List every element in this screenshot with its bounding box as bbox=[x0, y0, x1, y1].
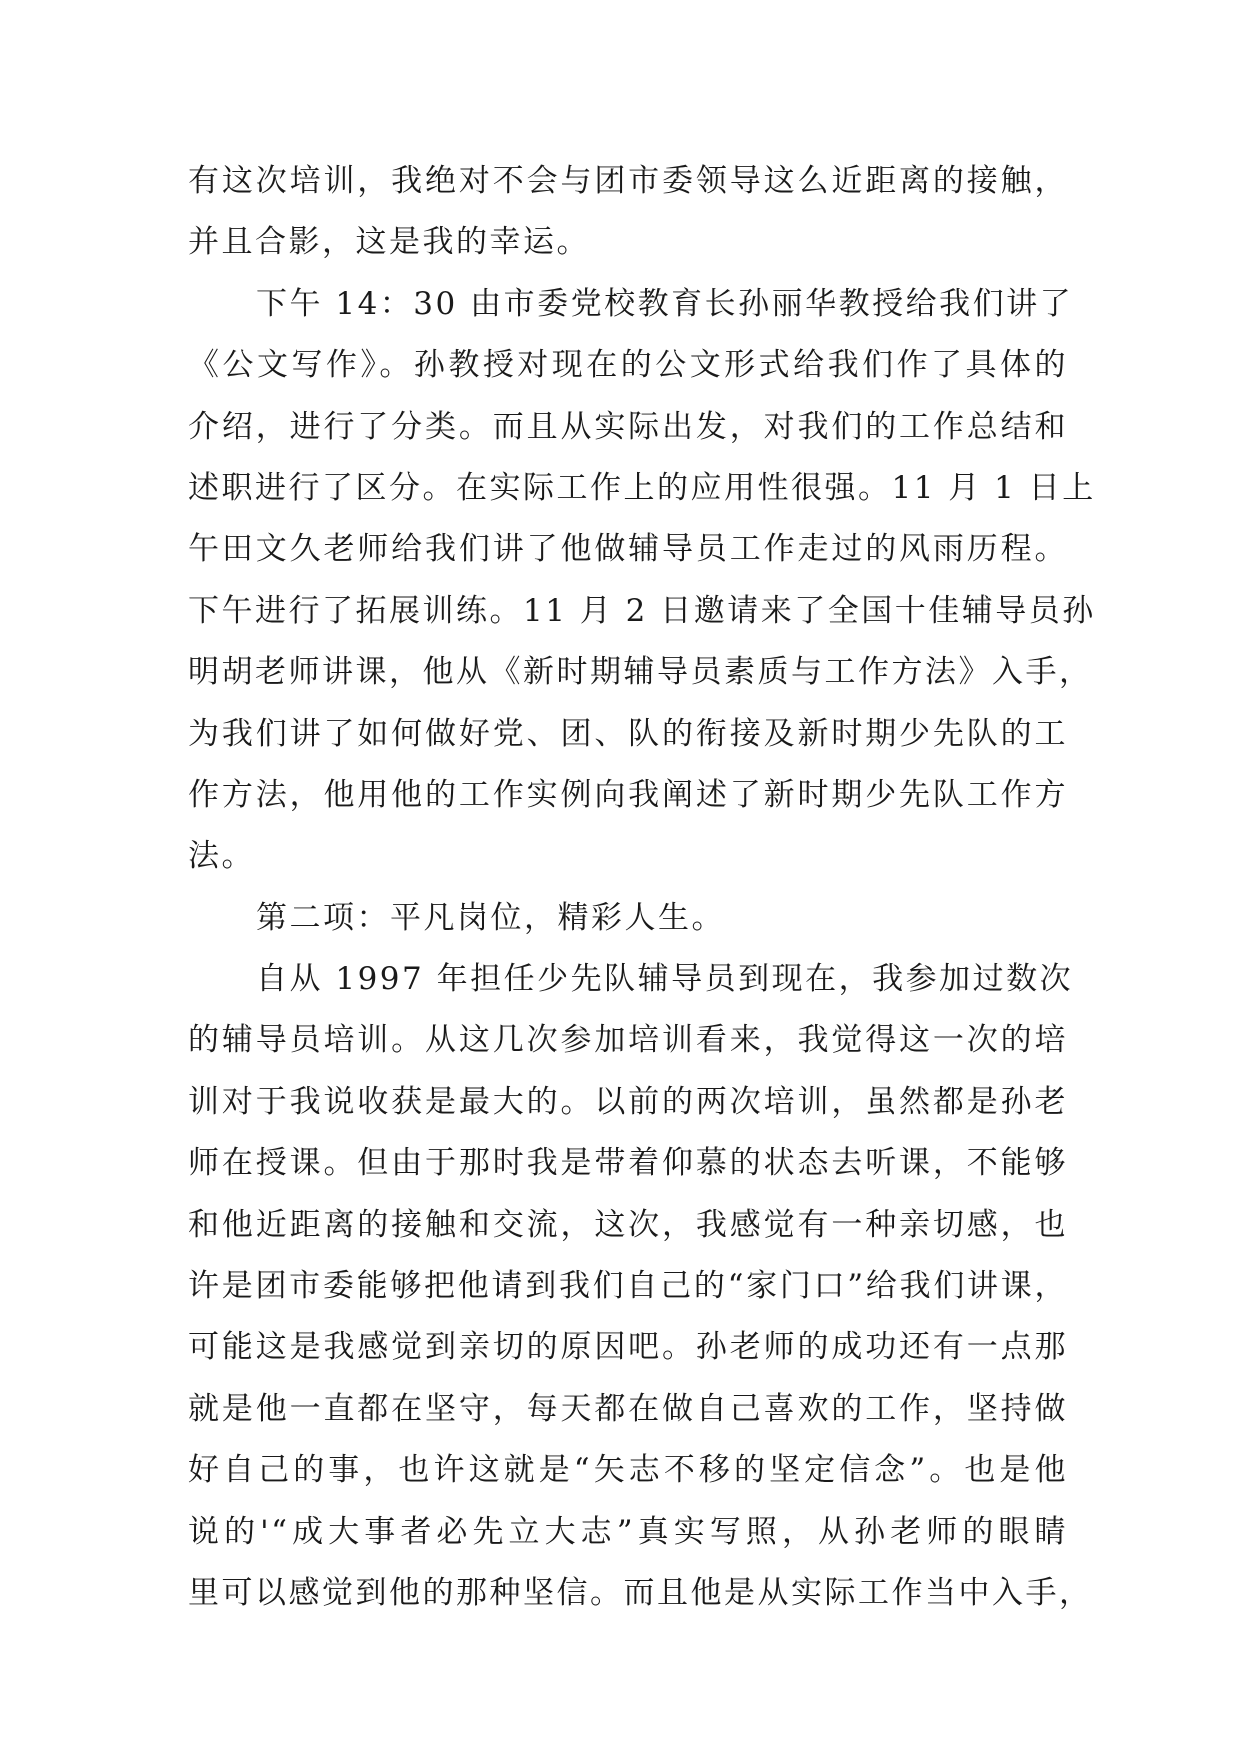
text-line: 可能这是我感觉到亲切的原因吧。孙老师的成功还有一点那 bbox=[188, 1329, 1068, 1366]
text-line: 作方法，他用他的工作实例向我阐述了新时期少先队工作方 bbox=[188, 776, 1068, 813]
text-line: 有这次培训，我绝对不会与团市委领导这么近距离的接触， bbox=[188, 163, 1068, 199]
text-line: 下午进行了拓展训练。11 月 2 日邀请来了全国十佳辅导员孙 bbox=[188, 592, 1096, 629]
text-line: 《公文写作》。孙教授对现在的公文形式给我们作了具体的 bbox=[188, 347, 1068, 384]
text-line: 好自己的事，也许这就是“矢志不移的坚定信念”。也是他 bbox=[188, 1452, 1068, 1489]
text-line: 介绍，进行了分类。而且从实际出发，对我们的工作总结和 bbox=[188, 408, 1068, 445]
paragraph-start-line: 下午 14：30 由市委党校教育长孙丽华教授给我们讲了 bbox=[256, 285, 1074, 322]
text-line: 说的'“成大事者必先立大志”真实写照，从孙老师的眼睛 bbox=[188, 1513, 1068, 1550]
text-line: 师在授课。但由于那时我是带着仰慕的状态去听课，不能够 bbox=[188, 1145, 1068, 1182]
text-line: 就是他一直都在坚守，每天都在做自己喜欢的工作，坚持做 bbox=[188, 1390, 1068, 1427]
text-line: 述职进行了区分。在实际工作上的应用性很强。11 月 1 日上 bbox=[188, 469, 1096, 506]
text-line: 午田文久老师给我们讲了他做辅导员工作走过的风雨历程。 bbox=[188, 531, 1068, 568]
text-line: 明胡老师讲课，他从《新时期辅导员素质与工作方法》入手， bbox=[188, 654, 1093, 691]
text-line: 和他近距离的接触和交流，这次，我感觉有一种亲切感，也 bbox=[188, 1206, 1068, 1243]
text-line: 的辅导员培训。从这几次参加培训看来，我觉得这一次的培 bbox=[188, 1022, 1068, 1059]
paragraph-start-line: 自从 1997 年担任少先队辅导员到现在，我参加过数次 bbox=[256, 961, 1074, 998]
text-line: 许是团市委能够把他请到我们自己的“家门口”给我们讲课， bbox=[188, 1268, 1068, 1305]
text-line: 为我们讲了如何做好党、团、队的衔接及新时期少先队的工 bbox=[188, 715, 1068, 752]
section-heading: 第二项：平凡岗位，精彩人生。 bbox=[256, 899, 725, 936]
text-line: 法。 bbox=[188, 838, 255, 875]
text-line: 并且合影，这是我的幸运。 bbox=[188, 224, 590, 261]
text-line: 训对于我说收获是最大的。以前的两次培训，虽然都是孙老 bbox=[188, 1083, 1068, 1120]
body-text bbox=[188, 151, 1096, 1624]
text-line: 里可以感觉到他的那种坚信。而且他是从实际工作当中入手， bbox=[188, 1574, 1093, 1611]
